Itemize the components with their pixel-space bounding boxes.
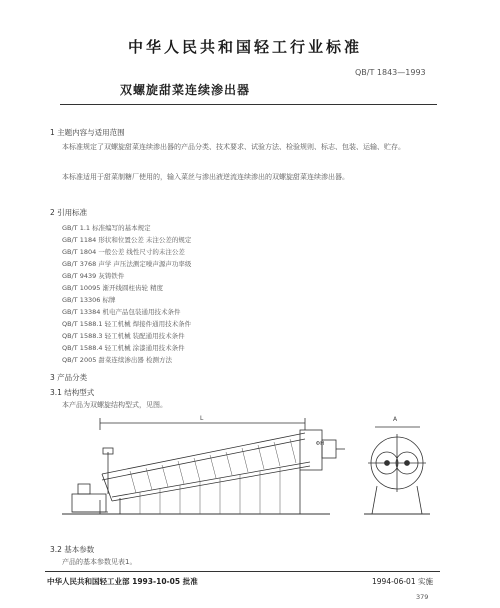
- section-3-1-text: 本产品为双螺旋结构型式，见图。: [62, 401, 167, 409]
- standard-number: QB/T 1843—1993: [355, 68, 426, 77]
- reference-item: GB/T 10095 渐开线圆柱齿轮 精度: [62, 284, 164, 292]
- reference-item: GB/T 1.1 标准编写的基本规定: [62, 224, 151, 232]
- figure-dimension-label: L: [200, 415, 204, 422]
- reference-item: QB/T 1588.1 轻工机械 焊接件通用技术条件: [62, 320, 192, 328]
- approval-line: [47, 576, 198, 587]
- reference-item: GB/T 13384 机电产品包装通用技术条件: [62, 308, 181, 316]
- section-3-2-heading: 3.2 基本参数: [50, 545, 95, 554]
- reference-item: GB/T 1184 形状和位置公差 未注公差的规定: [62, 236, 192, 244]
- figure-label-top: A: [393, 416, 398, 423]
- section-2-heading: 2 引用标准: [50, 208, 88, 217]
- document-title: 双螺旋甜菜连续渗出器: [120, 83, 251, 97]
- approval-text: 中华人民共和国轻工业部 1993-10-05 批准: [47, 577, 198, 586]
- reference-item: GB/T 3768 声学 声压法测定噪声源声功率级: [62, 260, 192, 268]
- section-3-2-text: 产品的基本参数见表1。: [62, 558, 137, 566]
- section-3-1-heading: 3.1 结构型式: [50, 388, 95, 397]
- figure-label-side: ΦH: [315, 441, 325, 447]
- issuing-agency-title: 中华人民共和国轻工行业标准: [128, 38, 363, 56]
- effective-date: 1994-06-01 实施: [372, 577, 433, 586]
- section-3-heading: 3 产品分类: [50, 373, 88, 382]
- reference-item: QB/T 1588.4 轻工机械 涂漆通用技术条件: [62, 344, 185, 352]
- section-1-paragraph-1: 本标准规定了双螺旋甜菜连续渗出器的产品分类、技术要求、试验方法、检验规则、标志、包装、运输、贮存。: [62, 143, 405, 151]
- section-1-paragraph-2: 本标准适用于甜菜制糖厂使用的，输入菜丝与渗出液逆流连续渗出的双螺旋甜菜连续渗出器。: [62, 173, 349, 181]
- reference-item: QB/T 2005 甜菜连续渗出器 检测方法: [62, 356, 172, 364]
- reference-item: GB/T 9439 灰铸铁件: [62, 272, 125, 280]
- section-1-heading: 1 主题内容与适用范围: [50, 128, 125, 137]
- reference-item: GB/T 13306 标牌: [62, 296, 116, 304]
- page-number: 379: [416, 593, 429, 601]
- footer-divider: [45, 571, 440, 572]
- reference-item: QB/T 1588.3 轻工机械 装配通用技术条件: [62, 332, 185, 340]
- reference-item: GB/T 1804 一般公差 线性尺寸的未注公差: [62, 248, 185, 256]
